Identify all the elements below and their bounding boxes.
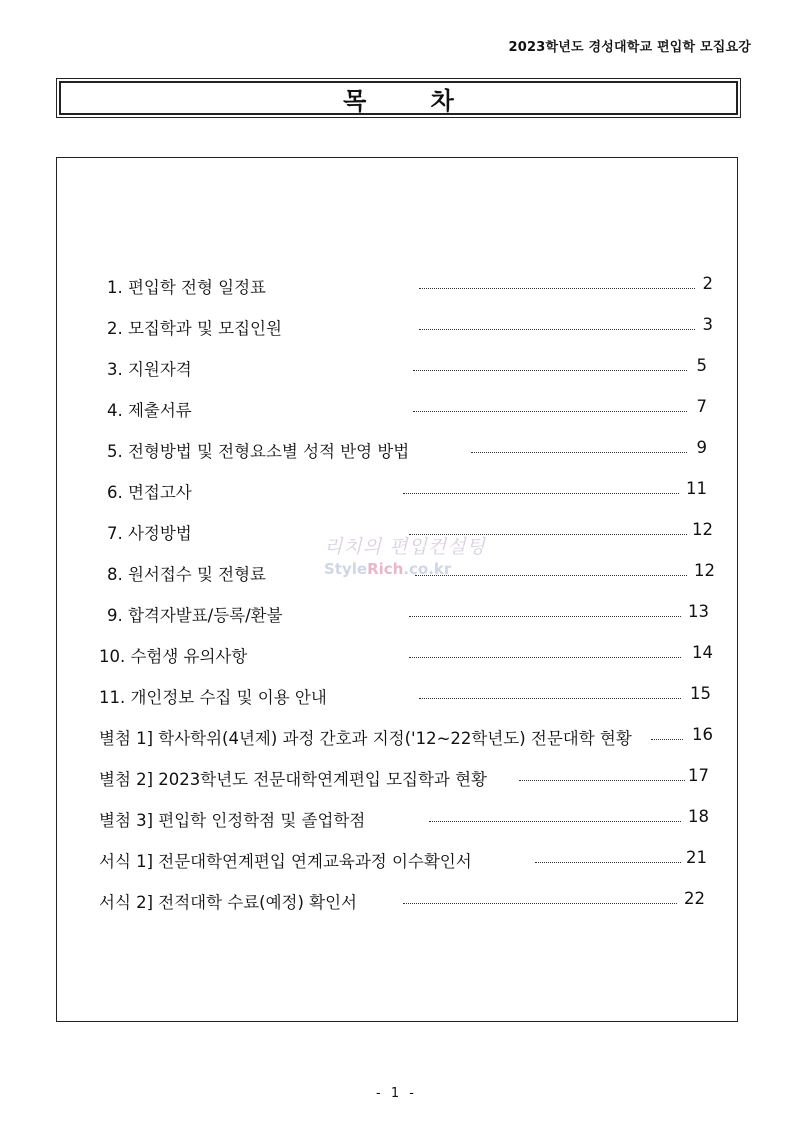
toc-page-number: 22: [684, 889, 705, 908]
toc-leader-dots: [419, 329, 695, 330]
toc-page-number: 13: [688, 602, 709, 621]
toc-leader-dots: [409, 616, 681, 617]
toc-page-number: 14: [692, 643, 713, 662]
toc-row: [57, 889, 739, 915]
watermark-url-part: Rich: [367, 560, 404, 578]
toc-entry-title: 별첨 1] 학사학위(4년제) 과정 간호과 지정('12~22학년도) 전문대학 현황: [99, 729, 632, 748]
toc-page-number: 12: [694, 561, 715, 580]
toc-row: [57, 766, 739, 792]
toc-row: [57, 807, 739, 833]
toc-entry-title: 5. 전형방법 및 전형요소별 성적 반영 방법: [107, 442, 410, 461]
toc-leader-dots: [409, 657, 681, 658]
toc-row: [57, 561, 739, 587]
toc-entry-title: 11. 개인정보 수집 및 이용 안내: [99, 688, 327, 707]
toc-page-number: 21: [686, 848, 707, 867]
toc-leader-dots: [403, 493, 679, 494]
toc-entry-title: 3. 지원자격: [107, 360, 192, 379]
toc-entry-title: 별첨 3] 편입학 인정학점 및 졸업학점: [99, 811, 366, 830]
page-title: 목 차: [59, 81, 738, 115]
toc-entry-title: 7. 사정방법: [107, 524, 192, 543]
toc-row: [57, 725, 739, 751]
toc-row: [57, 274, 739, 300]
toc-page-number: 18: [688, 807, 709, 826]
title-box: [56, 78, 741, 118]
toc-leader-dots: [419, 288, 695, 289]
toc-row: [57, 643, 739, 669]
toc-page-number: 12: [692, 520, 713, 539]
toc-leader-dots: [415, 575, 687, 576]
toc-leader-dots: [429, 821, 681, 822]
toc-page-number: 7: [696, 397, 707, 416]
watermark-url-part: .co.kr: [403, 560, 452, 578]
toc-page-number: 15: [690, 684, 711, 703]
toc-row: [57, 438, 739, 464]
toc-row: [57, 684, 739, 710]
toc-page-number: 9: [696, 438, 707, 457]
toc-leader-dots: [413, 411, 687, 412]
toc-row: [57, 315, 739, 341]
toc-entry-title: 9. 합격자발표/등록/환불: [107, 606, 283, 625]
footer-page-number: - 1 -: [376, 1086, 417, 1101]
toc-page-number: 5: [696, 356, 707, 375]
toc-page-number: 2: [702, 274, 713, 293]
toc-row: [57, 356, 739, 382]
header-document-title: 2023학년도 경성대학교 편입학 모집요강: [508, 40, 751, 55]
watermark-url-part: Style: [324, 560, 368, 578]
toc-page-number: 11: [686, 479, 707, 498]
toc-leader-dots: [651, 739, 683, 740]
toc-leader-dots: [413, 370, 687, 371]
toc-entry-title: 별첨 2] 2023학년도 전문대학연계편입 모집학과 현황: [99, 770, 487, 789]
toc-page-number: 3: [702, 315, 713, 334]
toc-entry-title: 1. 편입학 전형 일정표: [107, 278, 266, 297]
toc-entry-title: 2. 모집학과 및 모집인원: [107, 319, 282, 338]
watermark-text: 리치의 편입컨설팅: [324, 536, 486, 558]
toc-entry-title: 8. 원서접수 및 전형료: [107, 565, 266, 584]
toc-box: [56, 157, 738, 1022]
toc-page-number: 16: [692, 725, 713, 744]
toc-leader-dots: [535, 862, 681, 863]
toc-leader-dots: [471, 452, 687, 453]
toc-row: [57, 848, 739, 874]
toc-row: [57, 479, 739, 505]
toc-page-number: 17: [688, 766, 709, 785]
toc-row: [57, 520, 739, 546]
toc-entry-title: 4. 제출서류: [107, 401, 192, 420]
toc-entry-title: 6. 면접고사: [107, 483, 192, 502]
toc-entry-title: 10. 수험생 유의사항: [99, 647, 248, 666]
toc-entry-title: 서식 2] 전적대학 수료(예정) 확인서: [99, 893, 357, 912]
toc-row: [57, 397, 739, 423]
toc-leader-dots: [419, 698, 681, 699]
toc-row: [57, 602, 739, 628]
toc-entry-title: 서식 1] 전문대학연계편입 연계교육과정 이수확인서: [99, 852, 472, 871]
toc-leader-dots: [409, 534, 687, 535]
toc-leader-dots: [403, 903, 677, 904]
toc-leader-dots: [519, 780, 685, 781]
